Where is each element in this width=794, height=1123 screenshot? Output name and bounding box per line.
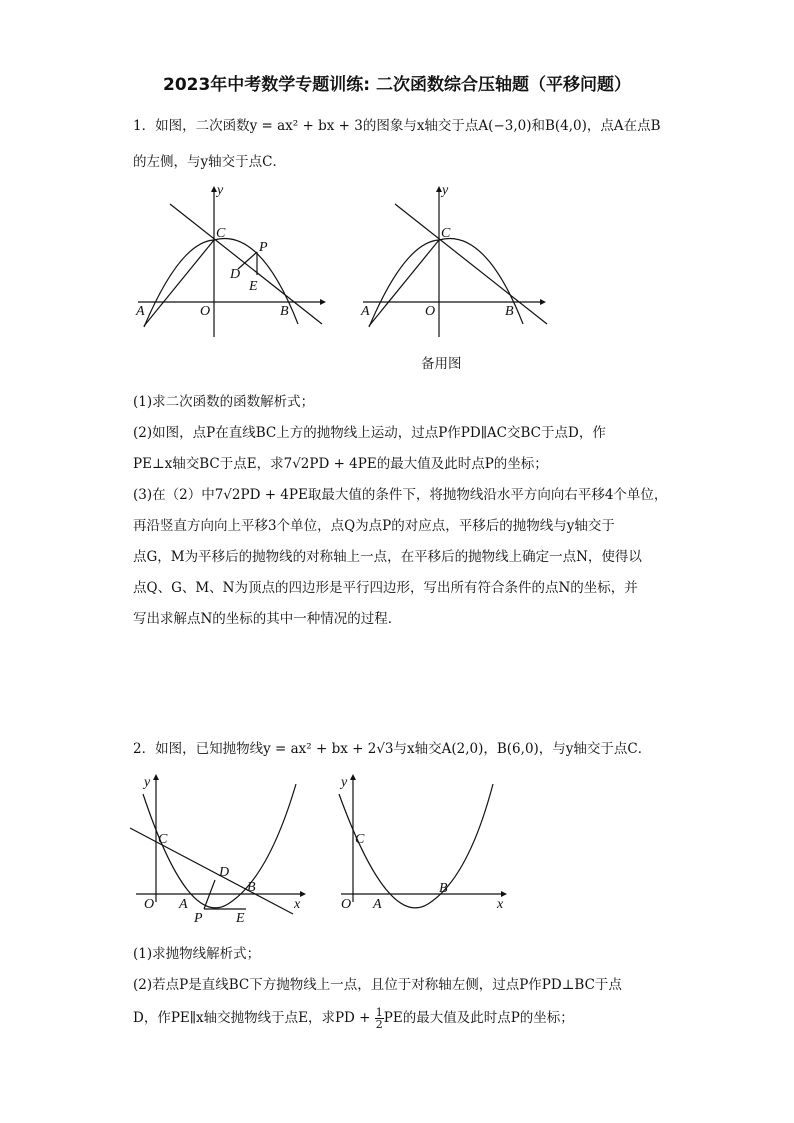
- q2-figure-spare: [333, 774, 513, 924]
- label-a: A: [179, 897, 188, 912]
- q1-figure-spare: [355, 182, 555, 342]
- label-d: D: [219, 865, 230, 880]
- label-o: O: [341, 897, 352, 912]
- line-bc: [170, 204, 322, 324]
- label-a: A: [136, 304, 145, 319]
- q1-part3-line1: (3)在（2）中7√2PD + 4PE取最大值的条件下，将抛物线沿水平方向向右平移4个单位，: [133, 487, 668, 503]
- label-c: C: [441, 226, 451, 241]
- label-e: E: [236, 911, 245, 924]
- label-d: D: [230, 267, 241, 282]
- q1-part2-line1: (2)如图，点P在直线BC上方的抛物线上运动，过点P作PD∥AC交BC于点D，作: [133, 425, 606, 441]
- label-x: x: [497, 897, 504, 912]
- fraction-one-half: [375, 1007, 384, 1030]
- label-a: A: [361, 304, 370, 319]
- label-e: E: [249, 279, 258, 294]
- q1-figure-main: [130, 182, 330, 342]
- label-y: y: [217, 183, 224, 198]
- label-y: y: [341, 775, 348, 790]
- label-o: O: [200, 304, 211, 319]
- q2-part2-pre: D，作PE∥x轴交抛物线于点E，求PD +: [133, 1010, 371, 1026]
- q2-part2-post: PE的最大值及此时点P的坐标；: [383, 1010, 574, 1026]
- spare-figure-caption: 备用图: [421, 356, 462, 372]
- label-b: B: [280, 304, 289, 319]
- q1-line1: 1．如图，二次函数y = ax² + bx + 3的图象与x轴交于点A(−3,0)和B(4,0)，点A在点B: [133, 118, 661, 134]
- fraction-numerator: 1: [375, 1006, 383, 1019]
- line-bc: [130, 828, 293, 914]
- parabola: [144, 238, 298, 327]
- label-c: C: [355, 832, 365, 847]
- q1-line2: 的左侧，与y轴交于点C．: [133, 154, 286, 170]
- y-axis-arrow: [350, 774, 356, 780]
- label-o: O: [144, 897, 155, 912]
- label-b: B: [247, 880, 256, 895]
- q2-part2-line1: (2)若点P是直线BC下方抛物线上一点，且位于对称轴左侧，过点P作PD⊥BC于点: [133, 977, 622, 993]
- q2-figure-main: [128, 774, 308, 924]
- label-o: O: [425, 304, 436, 319]
- q1-part3-line2: 再沿竖直方向向上平移3个单位，点Q为点P的对应点，平移后的抛物线与y轴交于: [133, 518, 615, 534]
- x-axis-arrow: [320, 299, 326, 305]
- x-axis-arrow: [300, 891, 306, 897]
- q1-part1: (1)求二次函数的函数解析式；: [133, 394, 315, 410]
- parabola: [369, 238, 523, 327]
- label-b: B: [439, 881, 448, 896]
- label-x: x: [294, 897, 301, 912]
- label-a: A: [373, 897, 382, 912]
- q2-part2-line2: [133, 1006, 574, 1030]
- q1-part3-line3: 点G，M为平移后的抛物线的对称轴上一点，在平移后的抛物线上确定一点N，使得以: [133, 549, 642, 565]
- label-c: C: [158, 832, 168, 847]
- label-p: P: [194, 911, 203, 924]
- label-y: y: [144, 775, 151, 790]
- label-c: C: [216, 226, 226, 241]
- q1-part3-line5: 写出求解点N的坐标的其中一种情况的过程．: [133, 611, 402, 627]
- q2-line1: 2．如图，已知抛物线y = ax² + bx + 2√3与x轴交A(2,0)，B(6,0)，与y轴交于点C．: [133, 741, 652, 757]
- fraction-denominator: 2: [375, 1018, 383, 1031]
- y-axis-arrow: [153, 774, 159, 780]
- q1-part3-line4: 点Q、G、M、N为顶点的四边形是平行四边形，写出所有符合条件的点N的坐标，并: [133, 580, 638, 596]
- line-bc: [395, 204, 547, 324]
- label-y: y: [442, 183, 449, 198]
- q1-part2-line2: PE⊥x轴交BC于点E，求7√2PD + 4PE的最大值及此时点P的坐标；: [133, 456, 548, 472]
- q2-part1: (1)求抛物线解析式；: [133, 946, 261, 962]
- label-b: B: [505, 304, 514, 319]
- x-axis-arrow: [540, 299, 546, 305]
- label-p: P: [259, 240, 268, 255]
- page-title: 2023年中考数学专题训练: 二次函数综合压轴题（平移问题）: [162, 75, 632, 95]
